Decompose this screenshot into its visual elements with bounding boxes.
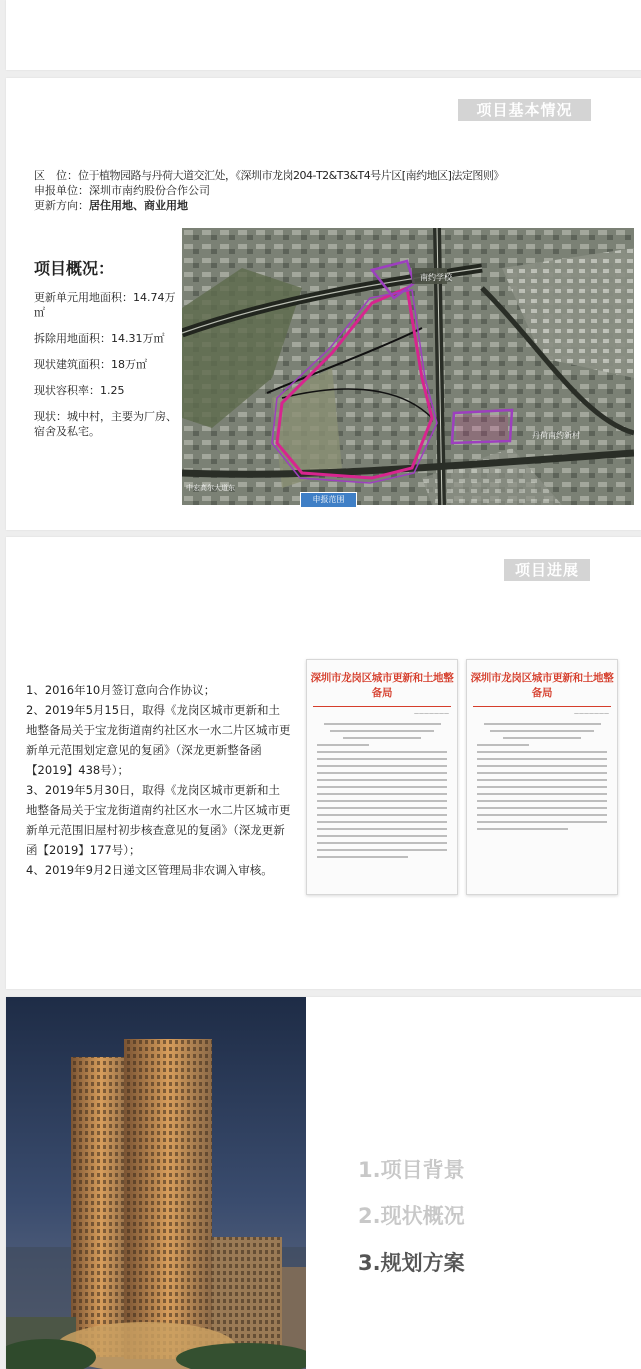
map-label-village: 丹荷南约新村 — [532, 431, 580, 440]
menu-item-background[interactable]: 1.项目背景 — [358, 1158, 465, 1182]
direction-row — [34, 198, 504, 213]
map-label-road: 中宏高尔大道东 — [186, 484, 235, 492]
menu-item-status[interactable]: 2.现状概况 — [358, 1204, 465, 1228]
project-info — [34, 168, 504, 213]
document-number-lines: ——————— — [574, 711, 609, 717]
location-row — [34, 168, 504, 183]
document-text-lines — [477, 723, 607, 830]
boundary-button[interactable]: 申报范围 — [300, 492, 357, 508]
stat-item: 现状：城中村，主要为厂房、宿舍及私宅。 — [34, 410, 177, 438]
stat-item: 现状建筑面积：18万㎡ — [34, 358, 147, 371]
section-header: 项目基本情况 — [458, 99, 591, 121]
stat-item: 拆除用地面积：14.31万㎡ — [34, 332, 165, 345]
applicant-label: 申报单位： — [34, 184, 89, 197]
location-label: 区 位： — [34, 169, 78, 182]
applicant-value: 深圳市南约股份合作公司 — [89, 184, 210, 197]
document-text-lines — [317, 723, 447, 858]
list-item: 2、2019年5月15日，取得《龙岗区城市更新和土地整备局关于宝龙街道南约社区水一水二片区城市更新单元范围划定意见的复函》（深龙更新整备函【2019】438号）； — [26, 703, 291, 777]
progress-list — [26, 680, 291, 880]
stat-item: 现状容积率：1.25 — [34, 384, 125, 397]
document-header: 深圳市龙岗区城市更新和土地整备局 — [310, 672, 454, 699]
official-document — [306, 659, 458, 895]
satellite-map — [182, 228, 634, 505]
divider — [473, 706, 611, 707]
blank-slide — [6, 0, 641, 70]
location-value: 位于植物园路与丹荷大道交汇处，《深圳市龙岗204-T2&T3&T4号片区[南约地区]法定图则》 — [78, 169, 504, 182]
direction-label: 更新方向： — [34, 199, 89, 212]
list-item: 3、2019年5月30日，取得《龙岗区城市更新和土地整备局关于宝龙街道南约社区水一水二片区城市更新单元范围旧屋村初步核查意见的复函》（深龙更新函【2019】177号）； — [26, 783, 291, 857]
map-graphic — [182, 228, 634, 505]
official-document — [466, 659, 618, 895]
basic-info-slide — [6, 78, 641, 530]
document-number-lines: ——————— — [414, 711, 449, 717]
menu-item-plan[interactable]: 3.规划方案 — [358, 1251, 465, 1275]
applicant-row — [34, 183, 504, 198]
document-header: 深圳市龙岗区城市更新和土地整备局 — [470, 672, 614, 699]
section-header: 项目进展 — [504, 559, 590, 581]
progress-slide — [6, 537, 641, 989]
divider — [313, 706, 451, 707]
plan-slide — [6, 997, 641, 1369]
direction-value: 居住用地、商业用地 — [89, 199, 188, 212]
building-rendering — [6, 997, 306, 1369]
overview-stats — [34, 290, 179, 450]
list-item: 4、2019年9月2日递文区管理局非农调入审核。 — [26, 863, 273, 877]
overview-title: 项目概况： — [34, 259, 115, 278]
list-item: 1、2016年10月签订意向合作协议； — [26, 683, 216, 697]
stat-item: 更新单元用地面积：14.74万㎡ — [34, 291, 176, 319]
map-label-school: 南约学校 — [420, 273, 452, 282]
